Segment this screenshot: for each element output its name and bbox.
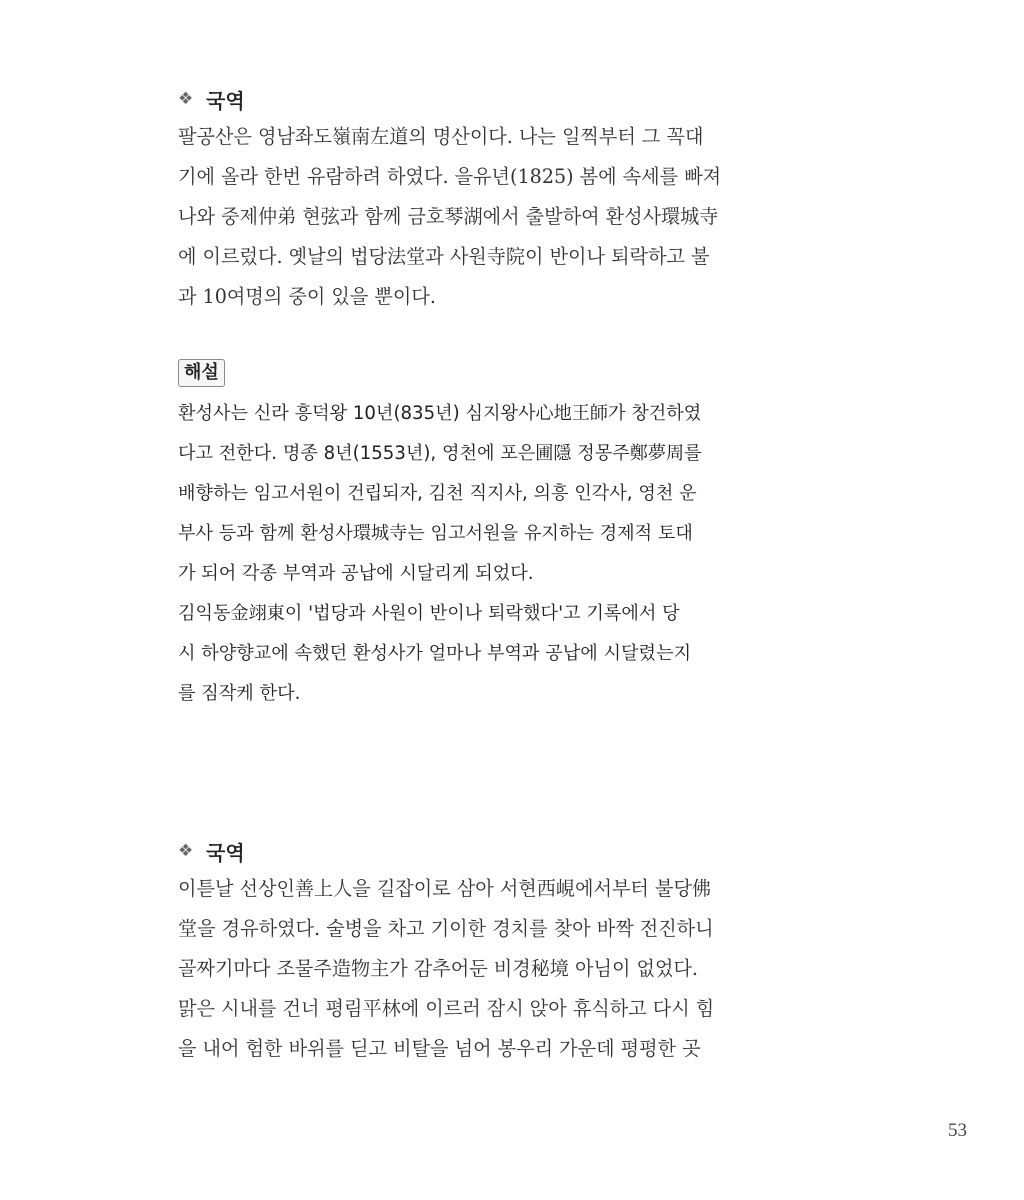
text-line: 가 되어 각종 부역과 공납에 시달리게 되었다. [178,563,534,584]
text-line: 부사 등과 함께 환성사環城寺는 임고서원을 유지하는 경제적 토대 [178,523,693,544]
section-heading-1 [178,84,758,114]
commentary-badge: 해설 [178,359,225,387]
commentary-section [178,358,758,714]
text-line: 에 이르렀다. 옛날의 법당法堂과 사원寺院이 반이나 퇴락하고 불 [178,245,710,268]
section-heading-2 [178,836,758,866]
ornament-icon: ❖ [178,841,194,860]
page-number: 53 [948,1120,967,1141]
translation-section-2 [178,836,758,1069]
text-line: 을 내어 험한 바위를 딛고 비탈을 넘어 봉우리 가운데 평평한 곳 [178,1037,701,1060]
text-line: 다고 전한다. 명종 8년(1553년), 영천에 포은圃隱 정몽주鄭夢周를 [178,443,702,464]
heading-text: 국역 [206,842,245,865]
translation-section-1 [178,84,758,317]
ornament-icon: ❖ [178,89,194,108]
heading-text: 국역 [206,90,245,113]
text-line: 과 10여명의 중이 있을 뿐이다. [178,285,436,308]
translation-body-1 [178,117,758,317]
text-line: 시 하양향교에 속했던 환성사가 얼마나 부역과 공납에 시달렸는지 [178,643,692,664]
text-line: 堂을 경유하였다. 술병을 차고 기이한 경치를 찾아 바짝 전진하니 [178,917,714,940]
text-line: 김익동金翊東이 '법당과 사원이 반이나 퇴락했다'고 기록에서 당 [178,603,680,624]
text-line: 이튿날 선상인善上人을 길잡이로 삼아 서현西峴에서부터 불당佛 [178,877,712,900]
text-line: 팔공산은 영남좌도嶺南左道의 명산이다. 나는 일찍부터 그 꼭대 [178,125,704,148]
commentary-heading [178,358,758,388]
text-line: 맑은 시내를 건너 평림平林에 이르러 잠시 앉아 휴식하고 다시 힘 [178,997,715,1020]
text-line: 배향하는 임고서원이 건립되자, 김천 직지사, 의흥 인각사, 영천 운 [178,483,697,504]
text-line: 골짜기마다 조물주造物主가 감추어둔 비경秘境 아님이 없었다. [178,957,699,980]
text-line: 기에 올라 한번 유람하려 하였다. 을유년(1825) 봄에 속세를 빠져 [178,165,722,188]
text-line: 를 짐작케 한다. [178,683,301,704]
text-line: 나와 중제仲弟 현弦과 함께 금호琴湖에서 출발하여 환성사環城寺 [178,205,719,228]
commentary-body [178,394,758,714]
text-line: 환성사는 신라 흥덕왕 10년(835년) 심지왕사心地王師가 창건하였 [178,403,702,424]
translation-body-2 [178,869,758,1069]
